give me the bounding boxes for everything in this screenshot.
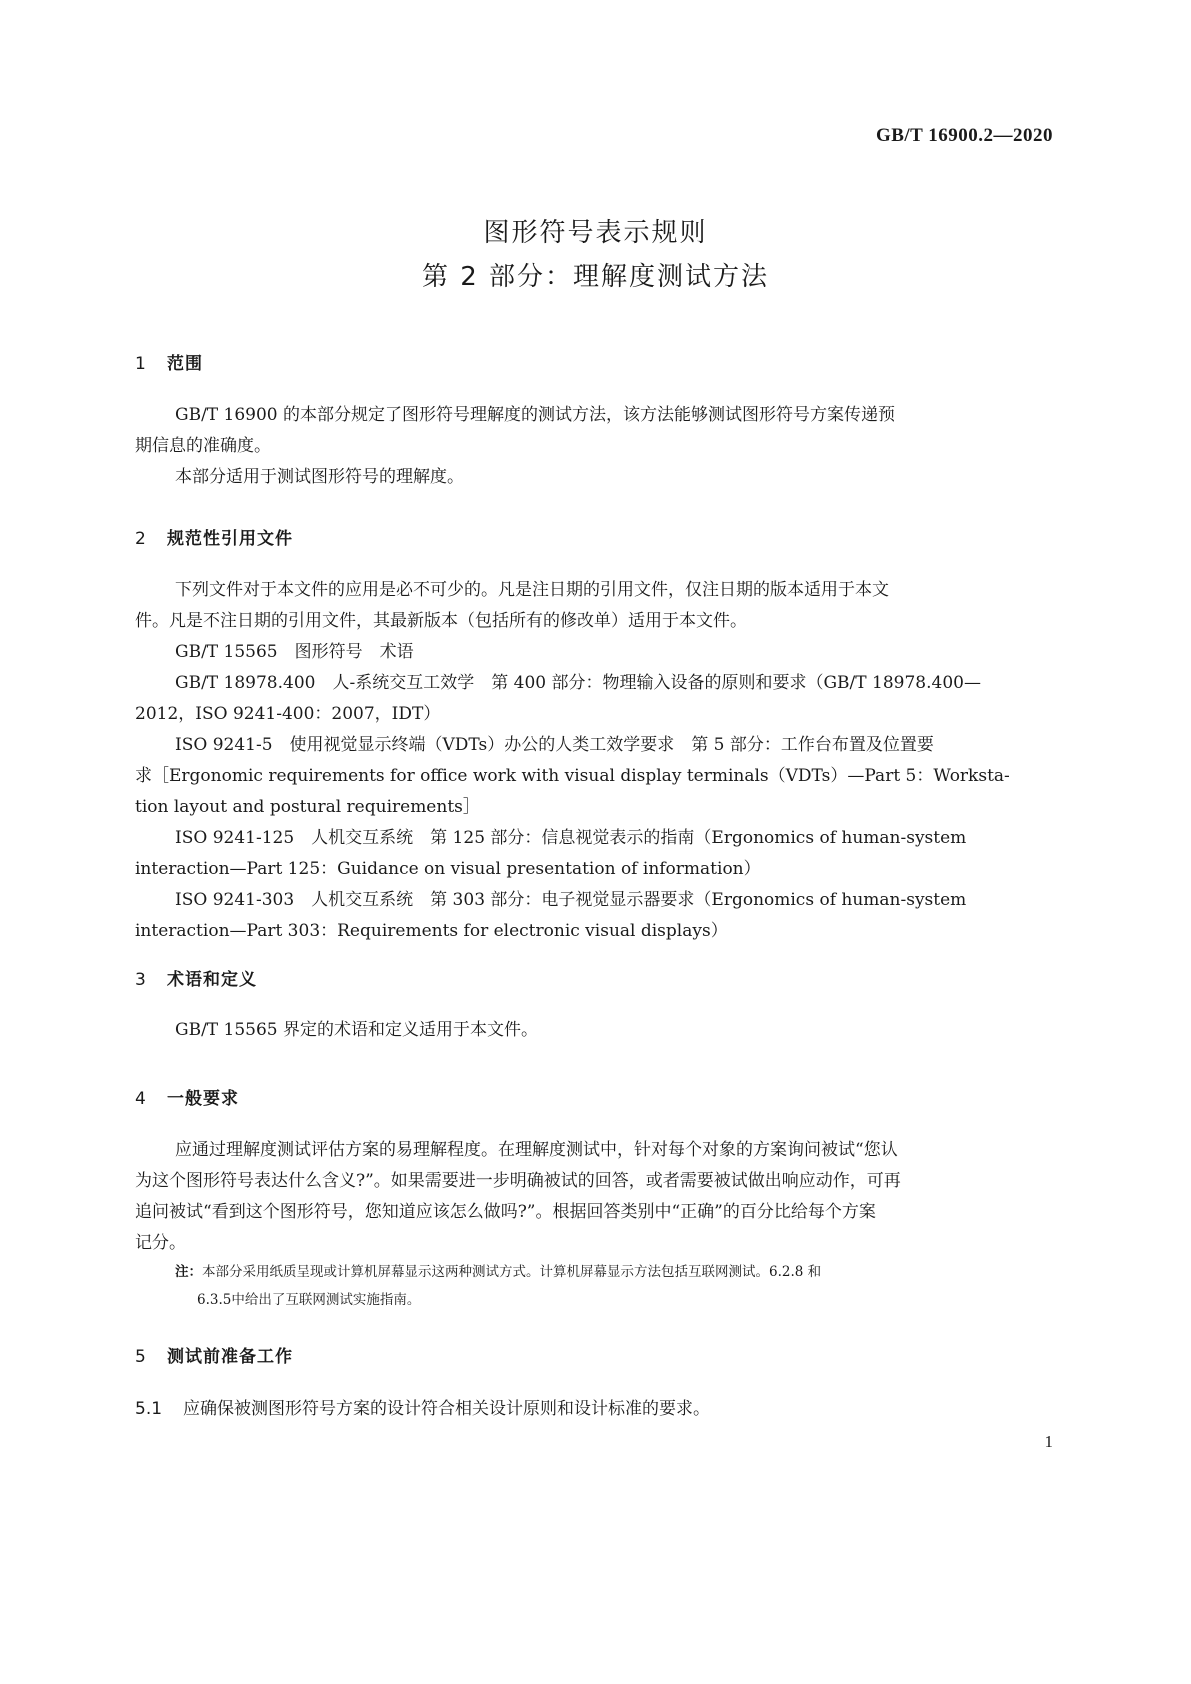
section-5-heading	[135, 1342, 293, 1367]
text-line: 为这个图形符号表达什么含义?”。如果需要进一步明确被试的回答，或者需要被试做出响应动作，可再	[135, 1171, 901, 1191]
section-3-paragraph	[135, 1015, 1055, 1046]
section-4-heading	[135, 1084, 239, 1109]
text-line: GB/T 15565 界定的术语和定义适用于本文件。	[175, 1020, 539, 1040]
section-3-heading	[135, 965, 257, 990]
note-label: 注：	[175, 1264, 202, 1280]
section-number: 5	[135, 1347, 147, 1367]
section-1-heading	[135, 349, 203, 374]
note-text: 本部分采用纸质呈现或计算机屏幕显示这两种测试方式。计算机屏幕显示方法包括互联网测试。6.2.8 和	[202, 1264, 822, 1280]
reference-item: ISO 9241-125 人机交互系统 第 125 部分：信息视觉表示的指南（Ergonomics of human-system	[175, 828, 967, 848]
note-line: 6.3.5中给出了互联网测试实施指南。	[197, 1292, 421, 1308]
reference-item: GB/T 18978.400 人-系统交互工效学 第 400 部分：物理输入设备的原则和要求（GB/T 18978.400—	[175, 673, 981, 693]
text-line: GB/T 16900 的本部分规定了图形符号理解度的测试方法，该方法能够测试图形符号方案传递预	[175, 405, 896, 425]
text-line: 下列文件对于本文件的应用是必不可少的。凡是注日期的引用文件，仅注日期的版本适用于本文	[175, 580, 889, 600]
standard-code: GB/T 16900.2—2020	[875, 125, 1053, 146]
section-title: 一般要求	[167, 1089, 239, 1109]
section-number: 2	[135, 529, 147, 549]
text-line: 追问被试“看到这个图形符号，您知道应该怎么做吗?”。根据回答类别中“正确”的百分比给每个方案	[135, 1202, 876, 1222]
section-number: 1	[135, 354, 147, 374]
document-subtitle: 第 2 部分：理解度测试方法	[421, 262, 770, 292]
section-4-paragraph	[135, 1135, 1055, 1259]
reference-item-cont: 求［Ergonomic requirements for office work with visual display terminals（VDTs）—Part 5：Worksta-	[135, 766, 1010, 786]
reference-item: ISO 9241-303 人机交互系统 第 303 部分：电子视觉显示器要求（Ergonomics of human-system	[175, 890, 967, 910]
section-number: 4	[135, 1089, 147, 1109]
section-title: 范围	[167, 354, 203, 374]
text-line: 记分。	[135, 1233, 186, 1253]
subclause-5-1	[135, 1394, 710, 1419]
reference-item-cont: tion layout and postural requirements］	[135, 797, 480, 817]
note-line	[175, 1258, 1055, 1286]
reference-item: GB/T 15565 图形符号 术语	[175, 642, 414, 662]
normative-references-list	[135, 575, 1055, 947]
text-line: 期信息的准确度。	[135, 436, 271, 456]
section-number: 3	[135, 970, 147, 990]
reference-item-cont: 2012，ISO 9241-400：2007，IDT）	[135, 704, 441, 724]
section-title: 测试前准备工作	[167, 1347, 293, 1367]
document-title: 图形符号表示规则	[483, 218, 708, 248]
text-line: 件。凡是不注日期的引用文件，其最新版本（包括所有的修改单）适用于本文件。	[135, 611, 747, 631]
subclause-number: 5.1	[135, 1399, 163, 1419]
text-line: 本部分适用于测试图形符号的理解度。	[175, 467, 464, 487]
reference-item-cont: interaction—Part 125：Guidance on visual presentation of information）	[135, 859, 761, 879]
reference-item-cont: interaction—Part 303：Requirements for electronic visual displays）	[135, 921, 728, 941]
page-number: 1	[1044, 1432, 1053, 1451]
note	[175, 1258, 1055, 1314]
subclause-text: 应确保被测图形符号方案的设计符合相关设计原则和设计标准的要求。	[183, 1399, 710, 1419]
reference-item: ISO 9241-5 使用视觉显示终端（VDTs）办公的人类工效学要求 第 5 部分：工作台布置及位置要	[175, 735, 934, 755]
section-title: 规范性引用文件	[167, 529, 293, 549]
section-title: 术语和定义	[167, 970, 257, 990]
text-line: 应通过理解度测试评估方案的易理解程度。在理解度测试中，针对每个对象的方案询问被试“您认	[175, 1140, 898, 1160]
section-2-heading	[135, 524, 293, 549]
section-1-scope-paragraph	[135, 400, 1055, 493]
